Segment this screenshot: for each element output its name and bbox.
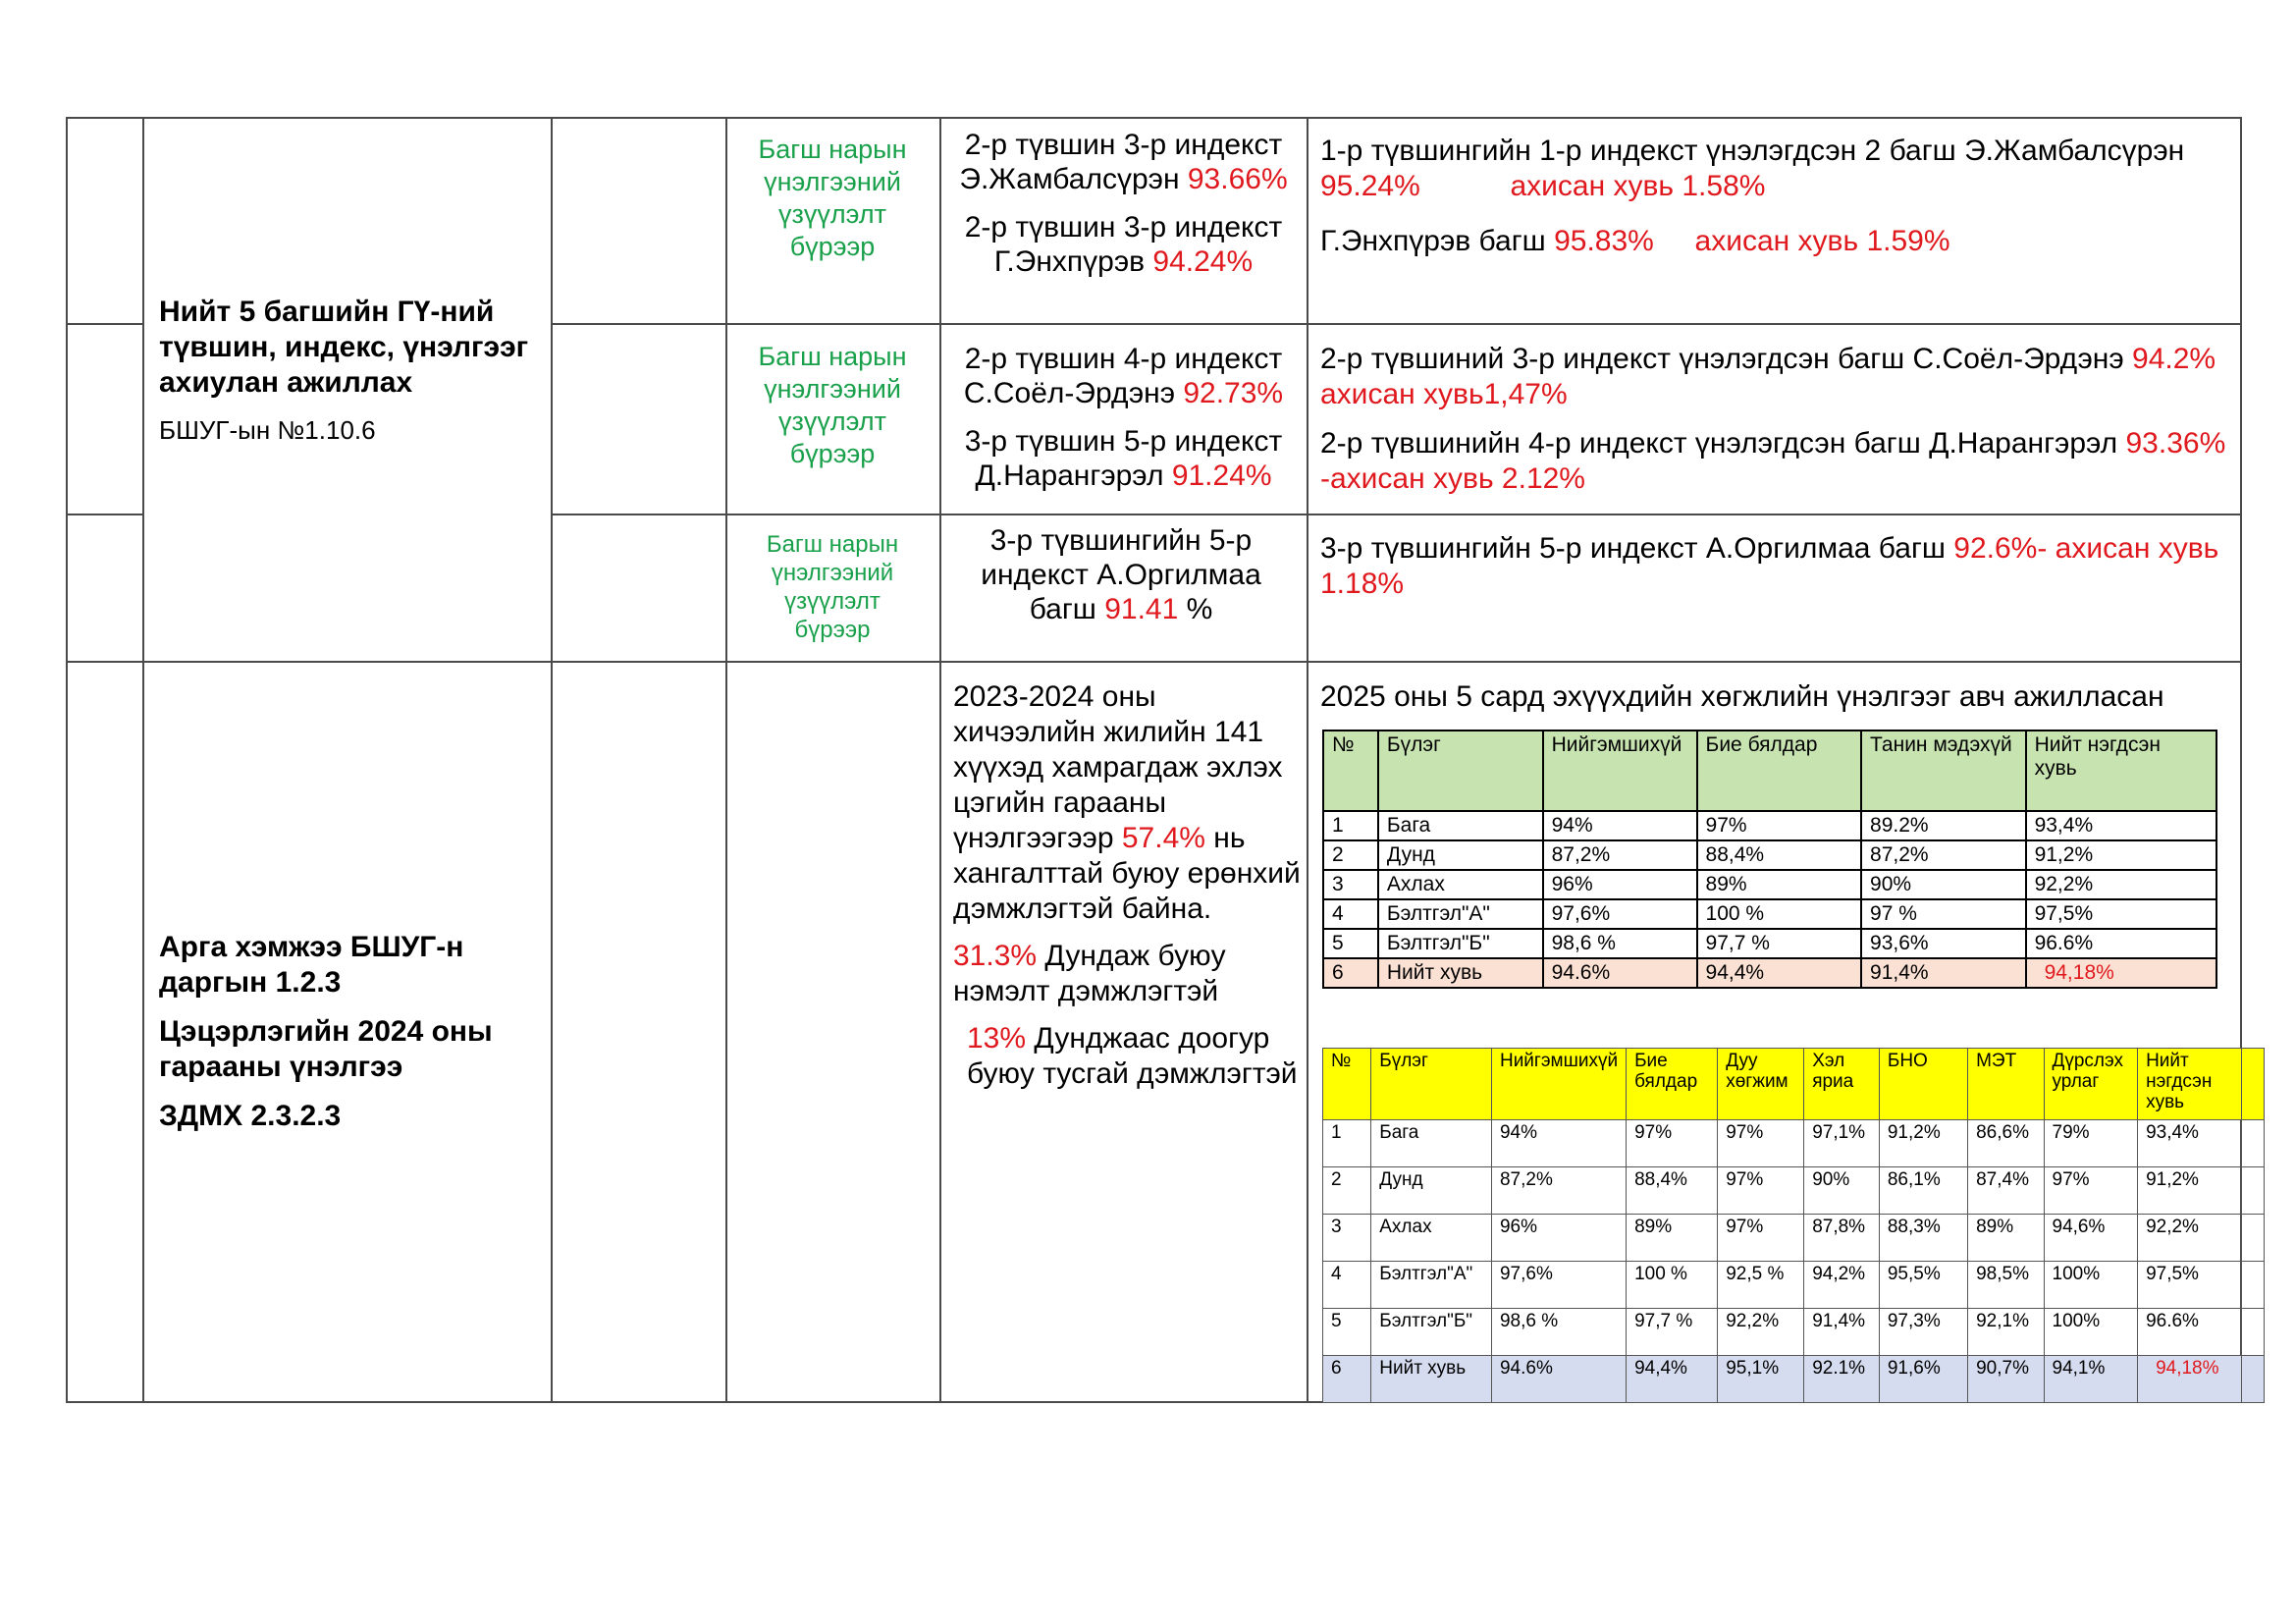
- table-cell: 87,4%: [1968, 1167, 2044, 1215]
- table-cell: 92,2%: [2138, 1215, 2242, 1262]
- result-percent: 93.36% -ахисан хувь 2.12%: [1320, 427, 2226, 495]
- table-cell: 87,2%: [1861, 840, 2026, 870]
- table-border: [142, 117, 144, 1403]
- table-cell: 100 %: [1627, 1262, 1718, 1309]
- assessment-text: Дунджаас доогур буюу тусгай дэмжлэгтэй: [967, 1022, 1298, 1090]
- baseline-percent: 92.73%: [1183, 377, 1284, 409]
- table-cell: 100%: [2044, 1262, 2138, 1309]
- table-cell: 97%: [1627, 1120, 1718, 1167]
- table-cell: Бага: [1371, 1120, 1492, 1167]
- table-cell: 94%: [1543, 811, 1697, 840]
- table-header-cell: Дуу хөгжим: [1718, 1049, 1804, 1120]
- table-header-cell: Нийгэмшихүй: [1543, 731, 1697, 811]
- baseline-percent: 91.24%: [1171, 460, 1272, 492]
- table-cell: 94.6%: [1543, 958, 1697, 988]
- table-cell: 97,7 %: [1697, 929, 1861, 958]
- spacer: [1654, 225, 1695, 257]
- baseline-cell: [944, 342, 1303, 507]
- table-cell: 97%: [1697, 811, 1861, 840]
- table-cell: 98,6 %: [1543, 929, 1697, 958]
- table-cell: 5: [1323, 1309, 1371, 1356]
- table-cell: 89%: [1627, 1215, 1718, 1262]
- table-row: [1323, 929, 2216, 958]
- table-row: [1323, 1120, 2265, 1167]
- assessment-text: нь хангалттай буюу ерөнхий дэмжлэгтэй байна.: [953, 822, 1301, 925]
- table-cell: 100%: [2044, 1309, 2138, 1356]
- table-header-row: [1323, 731, 2216, 811]
- table-cell: 91,2%: [2026, 840, 2216, 870]
- result-percent: 95.24%: [1320, 170, 1420, 202]
- table-cell: 94,18%: [2138, 1356, 2242, 1403]
- result-text: 1-р түвшингийн 1-р индекст үнэлэгдсэн 2 багш Э.Жамбалсүрэн: [1320, 135, 2185, 167]
- table-cell: 93,4%: [2138, 1120, 2242, 1167]
- table-cell: 95,5%: [1879, 1262, 1967, 1309]
- table-cell: 94,4%: [1627, 1356, 1718, 1403]
- table-cell: Бэлтгэл"Б": [1378, 929, 1543, 958]
- table-border-top: [66, 117, 2242, 119]
- table-cell: 93,6%: [1861, 929, 2026, 958]
- table-cell: 2: [1323, 1167, 1371, 1215]
- table-header-cell: Нийт нэгдсэн хувь: [2026, 731, 2216, 811]
- table-cell: 95,1%: [1718, 1356, 1804, 1403]
- table-border: [725, 117, 727, 1403]
- table-border: [66, 323, 143, 325]
- table-cell: 91,2%: [1879, 1120, 1967, 1167]
- result-text: 3-р түвшингийн 5-р индекст А.Оргилмаа багш: [1320, 532, 1954, 565]
- table-row: [1323, 1167, 2265, 1215]
- table-cell: 94%: [1491, 1120, 1626, 1167]
- table-border: [66, 117, 68, 1403]
- development-table-1: [1322, 730, 2217, 989]
- table-row: [1323, 958, 2216, 988]
- assessment-percent: 31.3%: [953, 940, 1038, 972]
- result-percent: 92.6%- ахисан хувь 1.18%: [1320, 532, 2219, 600]
- table-cell: 97%: [1718, 1215, 1804, 1262]
- baseline-percent: 91.41: [1104, 593, 1179, 625]
- table-cell: 1: [1323, 1120, 1371, 1167]
- table-cell-empty: [2242, 1167, 2265, 1215]
- table-header-cell: №: [1323, 731, 1378, 811]
- table-cell: 3: [1323, 870, 1378, 899]
- baseline-text: 2-р түвшин 3-р индекст Г.Энхпүрэв: [964, 211, 1283, 278]
- table-cell: Ахлах: [1371, 1215, 1492, 1262]
- table-row: [1323, 1309, 2265, 1356]
- table-cell-empty: [2242, 1262, 2265, 1309]
- table-cell: 86,6%: [1968, 1120, 2044, 1167]
- table-cell: 94,18%: [2026, 958, 2216, 988]
- table-cell: 96.6%: [2026, 929, 2216, 958]
- table-cell: Бага: [1378, 811, 1543, 840]
- development-table-2: [1322, 1048, 2265, 1403]
- result-percent: 95.83%: [1554, 225, 1654, 257]
- table-cell: Бэлтгэл"А": [1378, 899, 1543, 929]
- baseline-cell: [944, 128, 1303, 293]
- table-border: [66, 514, 143, 515]
- table-cell: 89%: [1968, 1215, 2044, 1262]
- table-cell: 94,2%: [1804, 1262, 1880, 1309]
- assessment-text: 2023-2024 оны хичээлийн жилийн 141 хүүхэд хамрагдаж эхлэх цэгийн гарааны үнэлгээгээр: [953, 680, 1283, 854]
- table-cell-empty: [2242, 1120, 2265, 1167]
- table-cell: 91,4%: [1804, 1309, 1880, 1356]
- table-cell: 91,2%: [2138, 1167, 2242, 1215]
- table-cell: 6: [1323, 1356, 1371, 1403]
- goal-title: Нийт 5 багшийн ГҮ-ний түвшин, индекс, үнэлгээг ахиулан ажиллах: [159, 296, 529, 399]
- table-cell: 97,7 %: [1627, 1309, 1718, 1356]
- table-border: [1307, 117, 1308, 1403]
- table-cell: 4: [1323, 1262, 1371, 1309]
- table-cell: 97 %: [1861, 899, 2026, 929]
- table-cell: 92,2%: [1718, 1309, 1804, 1356]
- table-header-cell: Танин мэдэхүй: [1861, 731, 2026, 811]
- table-cell: 96%: [1543, 870, 1697, 899]
- table-cell-empty: [2242, 1049, 2265, 1120]
- goal-cell: [159, 295, 542, 446]
- table-cell: 97,3%: [1879, 1309, 1967, 1356]
- result-text: 2-р түвшинийн 4-р индекст үнэлэгдсэн багш Д.Нарангэрэл: [1320, 427, 2126, 460]
- baseline-text: 2-р түвшин 4-р индекст С.Соёл-Эрдэнэ: [963, 343, 1283, 409]
- activity-line: ЗДМХ 2.3.2.3: [159, 1100, 342, 1132]
- table-row: [1323, 1215, 2265, 1262]
- table-cell: 6: [1323, 958, 1378, 988]
- table-header-cell: №: [1323, 1049, 1371, 1120]
- table-cell: 88,4%: [1627, 1167, 1718, 1215]
- table-cell: 4: [1323, 899, 1378, 929]
- table-cell-empty: [2242, 1309, 2265, 1356]
- activity-line: Цэцэрлэгийн 2024 оны гарааны үнэлгээ: [159, 1015, 493, 1083]
- table-cell: Бэлтгэл"А": [1371, 1262, 1492, 1309]
- table-row: [1323, 1356, 2265, 1403]
- table-border: [939, 117, 941, 1403]
- table-cell: 2: [1323, 840, 1378, 870]
- development-heading: 2025 оны 5 сард эхүүхдийн хөгжлийн үнэлгээг авч ажилласан: [1320, 680, 2164, 713]
- table-cell: 96%: [1491, 1215, 1626, 1262]
- table-cell: 5: [1323, 929, 1378, 958]
- table-border: [551, 514, 2242, 515]
- table-cell: 89.2%: [1861, 811, 2026, 840]
- start-assessment-cell: [953, 679, 1302, 1104]
- table-border: [551, 323, 2242, 325]
- table-cell: 87,2%: [1491, 1167, 1626, 1215]
- table-row: [1323, 870, 2216, 899]
- table-cell: 3: [1323, 1215, 1371, 1262]
- table-cell: 96.6%: [2138, 1309, 2242, 1356]
- table-cell: 88,3%: [1879, 1215, 1967, 1262]
- table-cell: 97%: [2044, 1167, 2138, 1215]
- table-header-cell: Дүрслэх урлаг: [2044, 1049, 2138, 1120]
- table-cell: 92,1%: [1968, 1309, 2044, 1356]
- table-row: [1323, 1262, 2265, 1309]
- indicator-label: Багш нарын үнэлгээний үзүүлэлт бүрээр: [758, 135, 907, 261]
- table-cell: 94,6%: [2044, 1215, 2138, 1262]
- table-cell: 92,2%: [2026, 870, 2216, 899]
- table-cell: 86,1%: [1879, 1167, 1967, 1215]
- table-cell: 93,4%: [2026, 811, 2216, 840]
- table-cell: 90,7%: [1968, 1356, 2044, 1403]
- result-percent: 94.2% ахисан хувь1,47%: [1320, 343, 2216, 410]
- table-header-cell: Нийгэмшихүй: [1491, 1049, 1626, 1120]
- table-cell: 91,4%: [1861, 958, 2026, 988]
- table-cell: 92.1%: [1804, 1356, 1880, 1403]
- table-cell: 88,4%: [1697, 840, 1861, 870]
- table-cell: 97,6%: [1491, 1262, 1626, 1309]
- table-cell: 98,5%: [1968, 1262, 2044, 1309]
- table-row: [1323, 899, 2216, 929]
- table-cell: 87,2%: [1543, 840, 1697, 870]
- table-header-cell: Хэл яриа: [1804, 1049, 1880, 1120]
- assessment-percent: 57.4%: [1121, 822, 1205, 854]
- table-header-cell: Бүлэг: [1371, 1049, 1492, 1120]
- indicator-label: Багш нарын үнэлгээний үзүүлэлт бүрээр: [758, 342, 907, 468]
- result-cell: [1320, 531, 2228, 616]
- table-header-cell: Бие бялдар: [1697, 731, 1861, 811]
- table-header-cell: Бие бялдар: [1627, 1049, 1718, 1120]
- table-cell: 94,1%: [2044, 1356, 2138, 1403]
- table-cell: Дунд: [1371, 1167, 1492, 1215]
- table-cell: Бэлтгэл"Б": [1371, 1309, 1492, 1356]
- percent-sign: %: [1178, 593, 1213, 625]
- table-border: [66, 661, 2242, 663]
- table-cell: 92,5 %: [1718, 1262, 1804, 1309]
- table-cell: 97,5%: [2026, 899, 2216, 929]
- table-cell: 90%: [1861, 870, 2026, 899]
- table-cell: 97%: [1718, 1167, 1804, 1215]
- table-cell: 97,1%: [1804, 1120, 1880, 1167]
- table-cell: 1: [1323, 811, 1378, 840]
- spacer: [1420, 170, 1511, 202]
- result-cell: [1320, 342, 2228, 511]
- table-row: [1323, 840, 2216, 870]
- table-header-row: [1323, 1049, 2265, 1120]
- table-border: [551, 117, 553, 1403]
- table-cell: 79%: [2044, 1120, 2138, 1167]
- table-cell: 100 %: [1697, 899, 1861, 929]
- baseline-text: 2-р түвшин 3-р индекст Э.Жамбалсүрэн: [959, 129, 1283, 195]
- table-cell: Нийт хувь: [1371, 1356, 1492, 1403]
- indicator-label: Багш нарын үнэлгээний үзүүлэлт бүрээр: [766, 531, 899, 643]
- baseline-cell: [964, 523, 1278, 640]
- table-row: [1323, 811, 2216, 840]
- activity-line: Арга хэмжээ БШУГ-н даргын 1.2.3: [159, 931, 464, 999]
- baseline-percent: 93.66%: [1187, 163, 1288, 195]
- table-cell: 97,5%: [2138, 1262, 2242, 1309]
- table-cell-empty: [2242, 1215, 2265, 1262]
- table-header-cell: Нийт нэгдсэн хувь: [2138, 1049, 2242, 1120]
- table-cell: 87,8%: [1804, 1215, 1880, 1262]
- activity-cell: [159, 930, 542, 1134]
- result-text: 2-р түвшиний 3-р индекст үнэлэгдсэн багш С.Соёл-Эрдэнэ: [1320, 343, 2133, 375]
- table-cell: 94,4%: [1697, 958, 1861, 988]
- baseline-percent: 94.24%: [1152, 245, 1254, 278]
- table-cell: 90%: [1804, 1167, 1880, 1215]
- baseline-text: 3-р түвшингийн 5-р индекст А.Оргилмаа багш: [981, 524, 1261, 625]
- table-cell: 97%: [1718, 1120, 1804, 1167]
- result-cell: [1320, 134, 2228, 273]
- growth-percent: ахисан хувь 1.59%: [1694, 225, 1950, 257]
- goal-reference: БШУГ-ын №1.10.6: [159, 415, 376, 445]
- table-cell-empty: [2242, 1356, 2265, 1403]
- table-header-cell: МЭТ: [1968, 1049, 2044, 1120]
- baseline-text: 3-р түвшин 5-р индекст Д.Нарангэрэл: [964, 425, 1283, 492]
- table-cell: 89%: [1697, 870, 1861, 899]
- table-cell: Ахлах: [1378, 870, 1543, 899]
- table-cell: Нийт хувь: [1378, 958, 1543, 988]
- growth-percent: ахисан хувь 1.58%: [1510, 170, 1766, 202]
- table-cell: 98,6 %: [1491, 1309, 1626, 1356]
- assessment-text: Дундаж буюу нэмэлт дэмжлэгтэй: [953, 940, 1226, 1007]
- table-header-cell: Бүлэг: [1378, 731, 1543, 811]
- table-header-cell: БНО: [1879, 1049, 1967, 1120]
- table-cell: Дунд: [1378, 840, 1543, 870]
- table-cell: 94.6%: [1491, 1356, 1626, 1403]
- assessment-percent: 13%: [967, 1022, 1027, 1055]
- table-cell: 91,6%: [1879, 1356, 1967, 1403]
- table-cell: 97,6%: [1543, 899, 1697, 929]
- result-text: Г.Энхпүрэв багш: [1320, 225, 1555, 257]
